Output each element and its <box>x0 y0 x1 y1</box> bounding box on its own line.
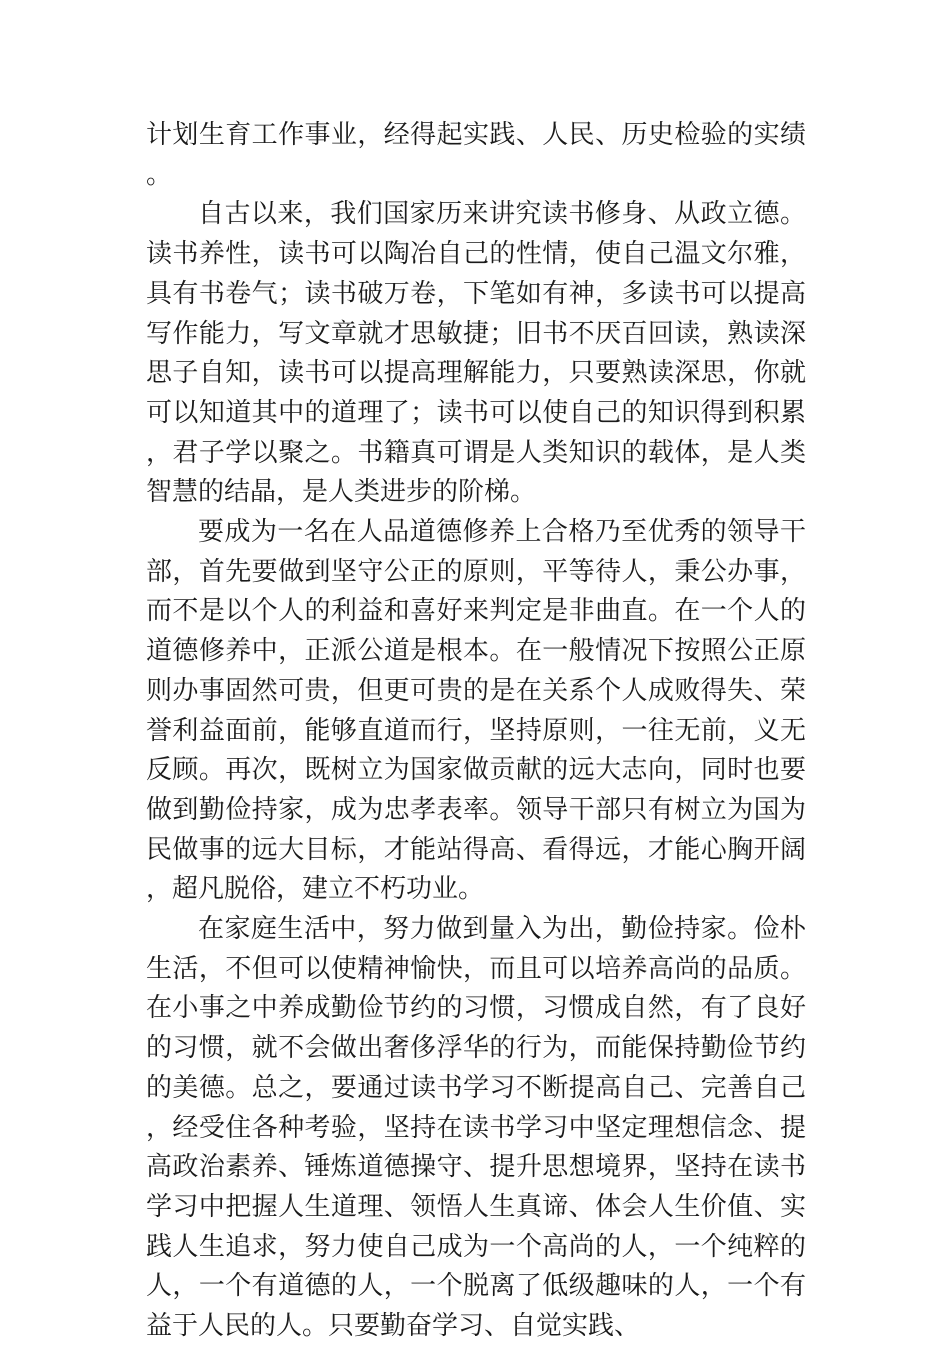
body-text <box>146 116 806 1347</box>
paragraph-moral-cultivation: 要成为一名在人品道德修养上合格乃至优秀的领导干部，首先要做到坚守公正的原则，平等待人，秉公办事，而不是以个人的利益和喜好来判定是非曲直。在一个人的道德修养中，正派公道是根本。在一般情况下按照公正原则办事固然可贵，但更可贵的是在关系个人成败得失、荣誉利益面前，能够直道而行，坚持原则，一往无前，义无反顾。再次，既树立为国家做贡献的远大志向，同时也要做到勤俭持家，成为忠孝表率。领导干部只有树立为国为民做事的远大目标，才能站得高、看得远，才能心胸开阔，超凡脱俗，建立不朽功业。 <box>146 517 806 905</box>
paragraph-continuation: 计划生育工作事业，经得起实践、人民、历史检验的实绩。 <box>146 120 806 190</box>
paragraph-reading: 自古以来，我们国家历来讲究读书修身、从政立德。读书养性，读书可以陶冶自己的性情，使自己温文尔雅，具有书卷气；读书破万卷，下笔如有神，多读书可以提高写作能力，写文章就才思敏捷；旧书不厌百回读，熟读深思子自知，读书可以提高理解能力，只要熟读深思，你就可以知道其中的道理了；读书可以使自己的知识得到积累，君子学以聚之。书籍真可谓是人类知识的载体，是人类智慧的结晶，是人类进步的阶梯。 <box>146 199 806 508</box>
paragraph-family-life: 在家庭生活中，努力做到量入为出，勤俭持家。俭朴生活，不但可以使精神愉快，而且可以培养高尚的品质。在小事之中养成勤俭节约的习惯，习惯成自然，有了良好的习惯，就不会做出奢侈浮华的行为，而能保持勤俭节约的美德。总之，要通过读书学习不断提高自己、完善自己，经受住各种考验，坚持在读书学习中坚定理想信念、提高政治素养、锤炼道德操守、提升思想境界，坚持在读书学习中把握人生道理、领悟人生真谛、体会人生价值、实践人生追求，努力使自己成为一个高尚的人，一个纯粹的人，一个有道德的人，一个脱离了低级趣味的人，一个有益于人民的人。只要勤奋学习、自觉实践、 <box>146 914 806 1342</box>
